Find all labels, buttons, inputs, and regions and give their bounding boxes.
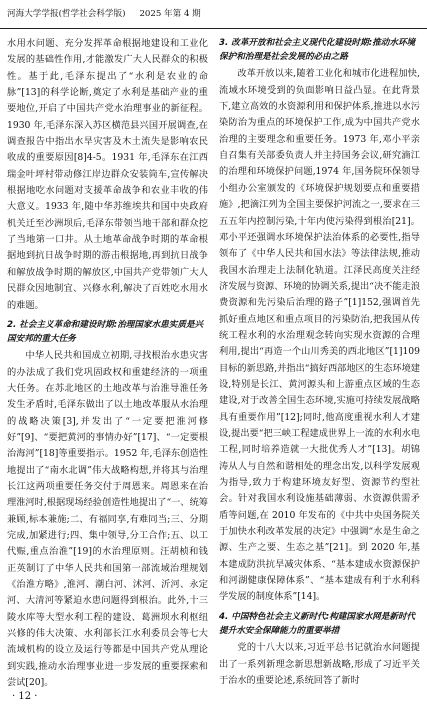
section-heading-reform-opening: 3. 改革开放和社会主义现代化建设时期:推动水环境保护和治理是社会发展的必由之路: [219, 38, 416, 63]
running-header: [7, 7, 420, 22]
journal-name: 河海大学学报(哲学社会科学版): [7, 9, 126, 19]
section-heading-socialist-construction: 2. 社会主义革命和建设时期:治理国家水患实质是兴国安邦的重大任务: [7, 319, 204, 345]
paragraph-new-era: 党的十八大以来,习近平总书记就治水问题提出了一系列新理念新思想新战略,形成了习近平关于治水的重要论述,系统回答了新时: [219, 642, 420, 686]
section-heading-new-era: 4. 中国特色社会主义新时代:构建国家水网是新时代提升水安全保障能力的重要举措: [219, 611, 416, 636]
paragraph-agrarian-revolution: 水用水问题、充分发挥革命根据地建设和工业化发展的基础性作用,才能激发广大人民群众的积极性。基于此,毛泽东提出了“水利是农业的命脉”[13]的科学论断,奠定了水利是基础产业的重要地位,开启了中国共产党水治理事业的新征程。1930 年,毛泽东深入苏区横范县兴国开展调查,在调查报告中指出水旱灾害及木土流失是影响农民收成的重要原因[8]4-5。1931 年,毛泽东在江西瑞金叶坪村带动修江岸边群众安装筒车,宣传解决根据地吃水问题对支援革命战争和农业丰收的伟大意义。1933 年,随中华苏维埃共和国中央政府机关迁至沙洲坝后,毛泽东带领当地干部和群众挖了当地第一口井。从土地革命战争时期的革命根据地到抗日战争时期的游击根据地,再到抗日战争和解放战争时期的解放区,中国共产党带领广大人民群众因地制宜、兴修水利,解决了百姓吃水用水的难题。: [7, 38, 208, 311]
left-column: [7, 36, 208, 691]
issue-number: 2025 年第 4 期: [139, 9, 201, 19]
header-rule: [0, 28, 427, 29]
paragraph-socialist-construction: 中华人民共和国成立初期,寻找根治水患灾害的办法成了我们党巩固政权和重建经济的一项重大任务。在苏北地区的土地改革与治淮导淮任务发生矛盾时,毛泽东做出了以土地改革服从水治理的战略决策[3],并发出了“一定要把淮河修好”[9]、“要把黄河的事情办好”[17]、“一定要根治海河”[18]等重要指示。1952 年,毛泽东创造性地提出了“南水北调”伟大战略构想,并将其与治理长江这两项重要任务交付于周恩来。周恩来在治理淮河时,根据现场经验创造性地提出了“一、统筹兼顾,标本兼施;二、有福同享,有难同当;三、分期完成,加紧进行;四、集中领导,分工合作;五、以工代赈,重点治淮”[19]的水治理原则。汪胡桢和钱正英制订了中华人民共和国第一部流域治理规划《治淮方略》,淮河、潮白河、沭河、沂河、永定河、大清河等紧迫水患问题得到根治。此外,十三陵水库等大型水利工程的建设、葛洲坝水利枢纽兴修的伟大决策、水利部长江水利委员会等七大流域机构的设立及运行等都是中国共产党从理论到实践,推动水治理事业进一步发展的重要探索和尝试[20]。: [7, 350, 208, 689]
page-number: · 12 ·: [12, 691, 38, 702]
right-column: [219, 36, 420, 689]
paragraph-reform-opening: 改革开放以来,随着工业化和城市化进程加快,流域水环境受到的负面影响日益凸显。在此背景下,建立高效的水资源利用和保护体系,推进以水污染防治为重点的环境保护工作,成为中国共产党水治理的主要理念和重要任务。1973 年,邓小平亲自召集有关部委负责人并主持国务会议,研究滴江的治理和环境保护问题,1974 年,国务院环保领导小组办公室颁发的《环境保护规划要点和重要措施》,把滴江列为全国主要保护河流之一,要求在三五五年内控制污染,十年内使污染得到根治[21]。邓小平还强调水环境保护法治体系的必要性,指导领布了《中华人民共和国水法》等法律法规,推动我国水治理走上法制化轨道。江泽民高度关注经济发展与资源、环境的协调关系,提出“决不能走浪费资源和先污染后治理的路子”[1]152,强调首先抓好重点地区和重点项目的污染防治,把我国从传统工程水利的水治理观念转向实现水资源的合理利用,提出“再造一个山川秀美的西北地区”[1]109目标的新思路,并指出“搞好西部地区的生态环境建设,特别是长江、黄河源头和上游重点区域的生态建设,对于改善全国生态环境,实施可持续发展战略具有重要作用”[12];同时,他高度重视水利人才建设,提出要“把三峡工程建成世界上一流的水利水电工程,同时培养造就一大批优秀人才”[13]。胡锦涛从人与自然和谐相处的理念出发,以科学发展观为指导,致力于构建环境友好型、资源节约型社会。针对我国水利设施基础薄弱、水资源供需矛盾等问题,在 2010 年发布的《中共中央国务院关于加快水利改革发展的决定》中强调“水是生命之源、生产之要、生态之基”[21]。到 2020 年,基本建成防洪抗旱减灾体系、“基本建成水资源保护和河湖健康保障体系”、“基本建成有利于水利科学发展的制度体系”[14]。: [219, 68, 420, 603]
